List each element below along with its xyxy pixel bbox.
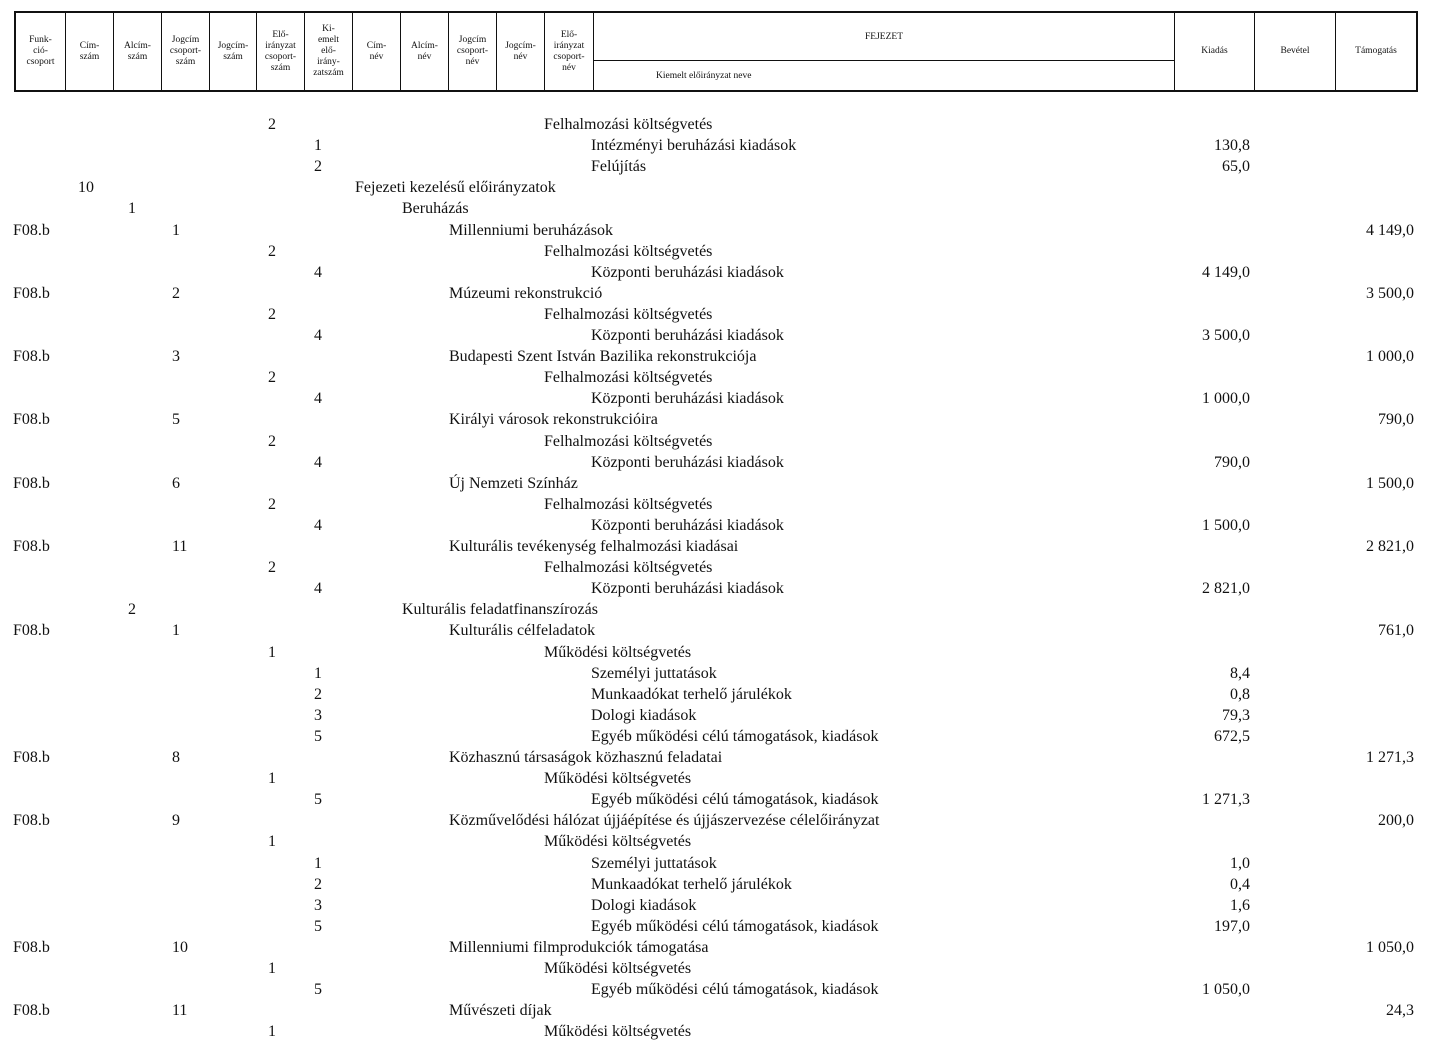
row-name: Felújítás — [591, 158, 647, 176]
header-jogcimszam: Jogcím- szám — [210, 13, 257, 90]
row-kiemelt-szam: 5 — [314, 917, 322, 935]
row-name: Felhalmozási költségvetés — [544, 305, 713, 323]
table-row — [0, 198, 1432, 219]
table-row — [0, 831, 1432, 852]
table-row — [0, 642, 1432, 663]
row-name: Közhasznú társaságok közhasznú feladatai — [449, 749, 723, 766]
row-kiadas: 790,0 — [1214, 453, 1250, 471]
row-name: Központi beruházási kiadások — [591, 453, 784, 471]
table-row — [0, 768, 1432, 789]
row-name: Új Nemzeti Színház — [449, 474, 578, 492]
row-eloiranyzat-csoport-szam: 2 — [268, 369, 276, 387]
table-row — [0, 304, 1432, 325]
row-tamogatas: 790,0 — [1378, 411, 1414, 429]
table-row — [0, 473, 1432, 494]
row-name: Felhalmozási költségvetés — [544, 242, 713, 260]
row-kiadas: 1 000,0 — [1202, 390, 1250, 408]
table-row — [0, 958, 1432, 979]
row-name: Működési költségvetés — [544, 833, 692, 851]
table-row — [0, 431, 1432, 452]
header-jogcimnev: Jogcím- név — [497, 13, 545, 90]
row-funkciocsoport: F08.b — [13, 622, 50, 640]
row-name: Múzeumi rekonstrukció — [449, 284, 603, 302]
row-eloiranyzat-csoport-szam: 2 — [268, 305, 276, 323]
table-row — [0, 599, 1432, 620]
row-name: Művészeti díjak — [449, 1002, 552, 1020]
row-name: Dologi kiadások — [591, 706, 697, 724]
row-kiemelt-szam: 3 — [314, 706, 322, 724]
row-name: Központi beruházási kiadások — [591, 263, 784, 281]
row-tamogatas: 24,3 — [1386, 1002, 1414, 1020]
table-row — [0, 494, 1432, 515]
header-jogcimcsoport-szam: Jogcím csoport- szám — [162, 13, 210, 90]
row-funkciocsoport: F08.b — [13, 221, 50, 239]
row-funkciocsoport: F08.b — [13, 284, 50, 302]
row-jogcimcsoport-szam: 1 — [172, 622, 180, 640]
header-kiemelt-szam: Ki- emelt elő- irány- zatszám — [305, 13, 353, 90]
table-row — [0, 156, 1432, 177]
row-kiemelt-szam: 4 — [314, 327, 322, 344]
table-row — [0, 114, 1432, 135]
row-name: Kulturális célfeladatok — [449, 622, 596, 640]
row-kiemelt-szam: 2 — [314, 158, 322, 176]
row-eloiranyzat-csoport-szam: 1 — [268, 1023, 276, 1041]
row-funkciocsoport: F08.b — [13, 812, 50, 830]
table-row — [0, 1000, 1432, 1021]
row-name: Felhalmozási költségvetés — [544, 495, 713, 513]
header-funkciocsoport: Funk- ció- csoport — [16, 13, 66, 90]
row-kiemelt-szam: 5 — [314, 981, 322, 999]
row-alcimszam: 1 — [128, 200, 136, 218]
row-jogcimcsoport-szam: 6 — [172, 474, 180, 492]
row-kiemelt-szam: 1 — [314, 854, 322, 872]
row-kiadas: 1 050,0 — [1202, 981, 1250, 999]
row-name: Működési költségvetés — [544, 1023, 692, 1041]
table-row — [0, 177, 1432, 198]
row-alcimszam: 2 — [128, 601, 136, 619]
row-tamogatas: 200,0 — [1378, 812, 1414, 830]
row-jogcimcsoport-szam: 1 — [172, 221, 180, 239]
header-bevetel: Bevétel — [1255, 13, 1336, 90]
row-name: Közművelődési hálózat újjáépítése és újjászervezése célelőirányzat — [449, 812, 880, 830]
table-row — [0, 1021, 1432, 1042]
row-funkciocsoport: F08.b — [13, 348, 50, 366]
row-kiemelt-szam: 1 — [314, 664, 322, 682]
row-tamogatas: 1 271,3 — [1366, 749, 1414, 766]
row-eloiranyzat-csoport-szam: 2 — [268, 242, 276, 260]
row-eloiranyzat-csoport-szam: 1 — [268, 960, 276, 977]
table-row — [0, 620, 1432, 641]
table-row — [0, 367, 1432, 388]
row-kiemelt-szam: 5 — [314, 727, 322, 745]
header-kiemelt-nev: Kiemelt előirányzat neve — [656, 70, 752, 81]
row-kiadas: 130,8 — [1214, 137, 1250, 155]
row-name: Működési költségvetés — [544, 643, 692, 661]
row-name: Személyi juttatások — [591, 854, 717, 872]
header-alcimszam: Alcím- szám — [114, 13, 162, 90]
row-kiadas: 0,8 — [1230, 685, 1250, 703]
table-row — [0, 515, 1432, 536]
header-eloiranyzat-csoport-szam: Elő- irányzat csoport- szám — [257, 13, 305, 90]
row-eloiranyzat-csoport-szam: 2 — [268, 559, 276, 577]
row-funkciocsoport: F08.b — [13, 538, 50, 555]
table-row — [0, 241, 1432, 262]
row-funkciocsoport: F08.b — [13, 474, 50, 492]
row-kiemelt-szam: 4 — [314, 580, 322, 598]
row-kiadas: 1 271,3 — [1202, 791, 1250, 809]
header-tamogatas: Támogatás — [1355, 46, 1397, 56]
row-name: Beruházás — [402, 200, 469, 218]
row-tamogatas: 2 821,0 — [1366, 538, 1414, 555]
row-kiemelt-szam: 4 — [314, 263, 322, 281]
row-tamogatas: 1 050,0 — [1366, 938, 1414, 956]
row-kiadas: 672,5 — [1214, 727, 1250, 745]
table-row — [0, 684, 1432, 705]
table-row — [0, 895, 1432, 916]
row-name: Királyi városok rekonstrukcióira — [449, 411, 658, 429]
row-name: Egyéb működési célú támogatások, kiadások — [591, 917, 879, 935]
row-tamogatas: 1 500,0 — [1366, 474, 1414, 492]
row-name: Kulturális feladatfinanszírozás — [402, 601, 598, 619]
row-name: Fejezeti kezelésű előirányzatok — [355, 179, 556, 197]
table-row — [0, 325, 1432, 346]
table-row — [0, 452, 1432, 473]
table-row — [0, 663, 1432, 684]
row-jogcimcsoport-szam: 5 — [172, 411, 180, 429]
table-row — [0, 557, 1432, 578]
row-cimszam: 10 — [78, 179, 94, 197]
row-kiemelt-szam: 2 — [314, 685, 322, 703]
row-tamogatas: 1 000,0 — [1366, 348, 1414, 366]
table-row — [0, 135, 1432, 156]
header-cimszam: Cím- szám — [66, 13, 114, 90]
row-kiadas: 8,4 — [1230, 664, 1250, 682]
table-row — [0, 726, 1432, 747]
row-name: Budapesti Szent István Bazilika rekonstrukciója — [449, 348, 757, 366]
row-funkciocsoport: F08.b — [13, 411, 50, 429]
table-row — [0, 536, 1432, 557]
table-row — [0, 937, 1432, 958]
table-row — [0, 262, 1432, 283]
header-jogcimcsoport-nev: Jogcím csoport- név — [449, 13, 497, 90]
row-funkciocsoport: F08.b — [13, 749, 50, 766]
table-row — [0, 578, 1432, 599]
row-eloiranyzat-csoport-szam: 1 — [268, 643, 276, 661]
row-name: Központi beruházási kiadások — [591, 516, 784, 534]
row-kiadas: 4 149,0 — [1202, 263, 1250, 281]
table-row — [0, 346, 1432, 367]
row-name: Millenniumi beruházások — [449, 221, 613, 239]
row-kiadas: 2 821,0 — [1202, 580, 1250, 598]
table-row — [0, 853, 1432, 874]
row-kiadas: 197,0 — [1214, 917, 1250, 935]
row-jogcimcsoport-szam: 2 — [172, 284, 180, 302]
row-eloiranyzat-csoport-szam: 2 — [268, 432, 276, 450]
row-name: Központi beruházási kiadások — [591, 390, 784, 408]
row-funkciocsoport: F08.b — [13, 1002, 50, 1020]
row-name: Működési költségvetés — [544, 960, 692, 977]
row-kiadas: 1,0 — [1230, 854, 1250, 872]
row-name: Központi beruházási kiadások — [591, 327, 784, 344]
row-name: Munkaadókat terhelő járulékok — [591, 685, 792, 703]
row-jogcimcsoport-szam: 9 — [172, 812, 180, 830]
table-row — [0, 705, 1432, 726]
table-row — [0, 220, 1432, 241]
row-name: Egyéb működési célú támogatások, kiadások — [591, 981, 879, 999]
table-row — [0, 747, 1432, 768]
table-row — [0, 388, 1432, 409]
row-eloiranyzat-csoport-szam: 2 — [268, 116, 276, 133]
row-name: Munkaadókat terhelő járulékok — [591, 875, 792, 893]
row-eloiranyzat-csoport-szam: 1 — [268, 833, 276, 851]
row-name: Felhalmozási költségvetés — [544, 116, 713, 133]
row-kiadas: 65,0 — [1222, 158, 1250, 176]
table-row — [0, 283, 1432, 304]
header-cimnev: Cím- név — [353, 13, 401, 90]
row-jogcimcsoport-szam: 11 — [172, 1002, 188, 1020]
row-jogcimcsoport-szam: 3 — [172, 348, 180, 366]
table-row — [0, 810, 1432, 831]
table-row — [0, 874, 1432, 895]
row-name: Működési költségvetés — [544, 770, 692, 788]
table-row — [0, 789, 1432, 810]
row-jogcimcsoport-szam: 10 — [172, 938, 188, 956]
row-name: Felhalmozási költségvetés — [544, 432, 713, 450]
row-jogcimcsoport-szam: 11 — [172, 538, 188, 555]
row-kiemelt-szam: 5 — [314, 791, 322, 809]
row-tamogatas: 4 149,0 — [1366, 221, 1414, 239]
row-funkciocsoport: F08.b — [13, 938, 50, 956]
row-kiadas: 1,6 — [1230, 896, 1250, 914]
header-alcimnev: Alcím- név — [401, 13, 449, 90]
row-eloiranyzat-csoport-szam: 1 — [268, 770, 276, 788]
row-name: Millenniumi filmprodukciók támogatása — [449, 938, 709, 956]
header-kiadas: Kiadás — [1174, 13, 1255, 90]
row-kiemelt-szam: 4 — [314, 516, 322, 534]
row-eloiranyzat-csoport-szam: 2 — [268, 495, 276, 513]
table-row — [0, 979, 1432, 1000]
row-kiadas: 0,4 — [1230, 875, 1250, 893]
table-row — [0, 916, 1432, 937]
header-fejezet: FEJEZET — [594, 13, 1174, 61]
row-kiadas: 79,3 — [1222, 706, 1250, 724]
row-tamogatas: 761,0 — [1378, 622, 1414, 640]
row-name: Felhalmozási költségvetés — [544, 559, 713, 577]
row-name: Dologi kiadások — [591, 896, 697, 914]
row-kiemelt-szam: 1 — [314, 137, 322, 155]
row-name: Személyi juttatások — [591, 664, 717, 682]
row-kiemelt-szam: 3 — [314, 896, 322, 914]
row-jogcimcsoport-szam: 8 — [172, 749, 180, 766]
row-kiemelt-szam: 2 — [314, 875, 322, 893]
table-row — [0, 409, 1432, 430]
row-name: Egyéb működési célú támogatások, kiadások — [591, 727, 879, 745]
row-kiemelt-szam: 4 — [314, 453, 322, 471]
row-kiadas: 3 500,0 — [1202, 327, 1250, 344]
row-name: Intézményi beruházási kiadások — [591, 137, 797, 155]
row-name: Egyéb működési célú támogatások, kiadások — [591, 791, 879, 809]
row-name: Felhalmozási költségvetés — [544, 369, 713, 387]
row-name: Kulturális tevékenység felhalmozási kiadásai — [449, 538, 739, 555]
row-kiadas: 1 500,0 — [1202, 516, 1250, 534]
row-tamogatas: 3 500,0 — [1366, 284, 1414, 302]
row-name: Központi beruházási kiadások — [591, 580, 784, 598]
row-kiemelt-szam: 4 — [314, 390, 322, 408]
header-eloiranyzat-csoport-nev: Elő- irányzat csoport- név — [545, 13, 594, 90]
